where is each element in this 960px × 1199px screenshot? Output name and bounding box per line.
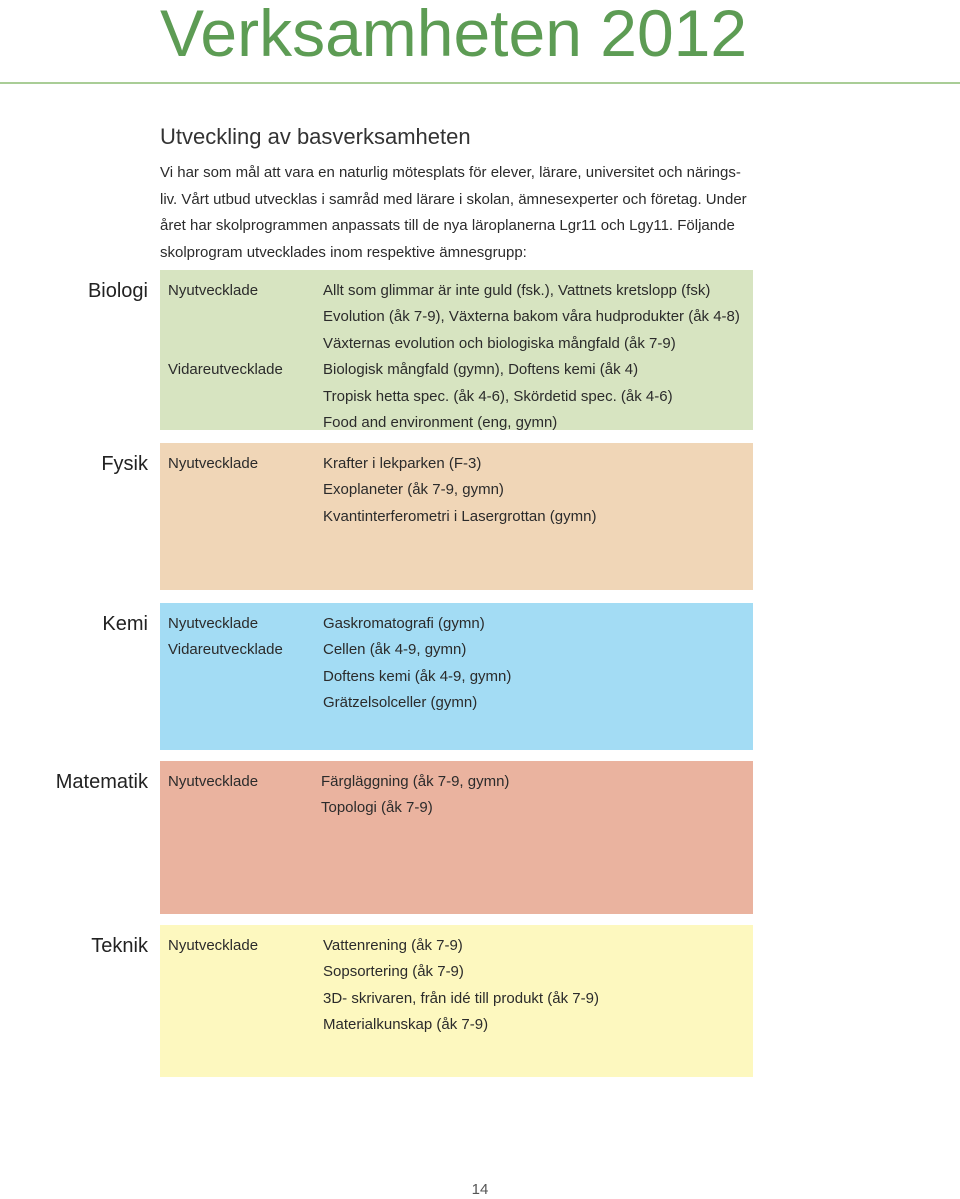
- page-title: Verksamheten 2012: [160, 0, 748, 70]
- program-item: Sopsortering (åk 7-9): [323, 963, 464, 981]
- program-item: 3D- skrivaren, från idé till produkt (åk 7-9): [323, 989, 599, 1007]
- page-number: 14: [471, 1181, 489, 1198]
- program-item: Food and environment (eng, gymn): [323, 414, 558, 431]
- program-item: Tropisk hetta spec. (åk 4-6), Skördetid spec. (åk 4-6): [323, 387, 673, 405]
- program-item: Materialkunskap (åk 7-9): [323, 1016, 489, 1034]
- subject-name: Fysik: [101, 453, 148, 475]
- program-item: Växternas evolution och biologiska mångfald (åk 7-9): [323, 334, 676, 352]
- intro-line: liv. Vårt utbud utvecklas i samråd med lärare i skolan, ämnesexperter och företag. Under: [160, 190, 747, 208]
- program-item: Vattenrening (åk 7-9): [323, 937, 463, 954]
- program-item: Färgläggning (åk 7-9, gymn): [321, 773, 510, 790]
- program-item: Biologisk mångfald (gymn), Doftens kemi (åk 4): [323, 361, 639, 379]
- program-category-label: Nyutvecklade: [168, 615, 259, 632]
- program-item: Topologi (åk 7-9): [321, 799, 433, 817]
- program-item: Evolution (åk 7-9), Växterna bakom våra hudprodukter (åk 4-8): [323, 308, 740, 326]
- section-heading: Utveckling av basverksamheten: [160, 124, 471, 149]
- subject-name: Biologi: [87, 280, 148, 302]
- program-item: Doftens kemi (åk 4-9, gymn): [323, 667, 512, 685]
- intro-line: året har skolprogrammen anpassats till de nya läroplanerna Lgr11 och Lgy11. Följande: [160, 217, 735, 234]
- intro-line: skolprogram utvecklades inom respektive ämnesgrupp:: [160, 243, 527, 261]
- program-category-label: Vidareutvecklade: [168, 641, 283, 659]
- intro-line: Vi har som mål att vara en naturlig mötesplats för elever, lärare, universitet och närings-: [160, 164, 741, 181]
- program-item: Allt som glimmar är inte guld (fsk.), Vattnets kretslopp (fsk): [323, 282, 711, 299]
- intro-paragraph: [160, 160, 760, 266]
- program-item: Exoplaneter (åk 7-9, gymn): [323, 481, 504, 499]
- program-item: Grätzelsolceller (gymn): [323, 694, 478, 712]
- program-item: Cellen (åk 4-9, gymn): [323, 641, 467, 659]
- program-item: Gaskromatografi (gymn): [323, 615, 485, 632]
- subject-name: Teknik: [91, 935, 148, 957]
- subject-name: Matematik: [55, 771, 148, 793]
- program-category-label: Nyutvecklade: [168, 282, 259, 299]
- program-item: Krafter i lekparken (F-3): [323, 455, 482, 472]
- subject-name: Kemi: [102, 613, 148, 635]
- program-category-label: Nyutvecklade: [168, 455, 259, 472]
- program-category-label: Nyutvecklade: [168, 937, 259, 954]
- program-item: Kvantinterferometri i Lasergrottan (gymn): [323, 507, 597, 525]
- title-divider: [0, 82, 960, 84]
- program-category-label: Vidareutvecklade: [168, 361, 283, 379]
- program-category-label: Nyutvecklade: [168, 773, 259, 790]
